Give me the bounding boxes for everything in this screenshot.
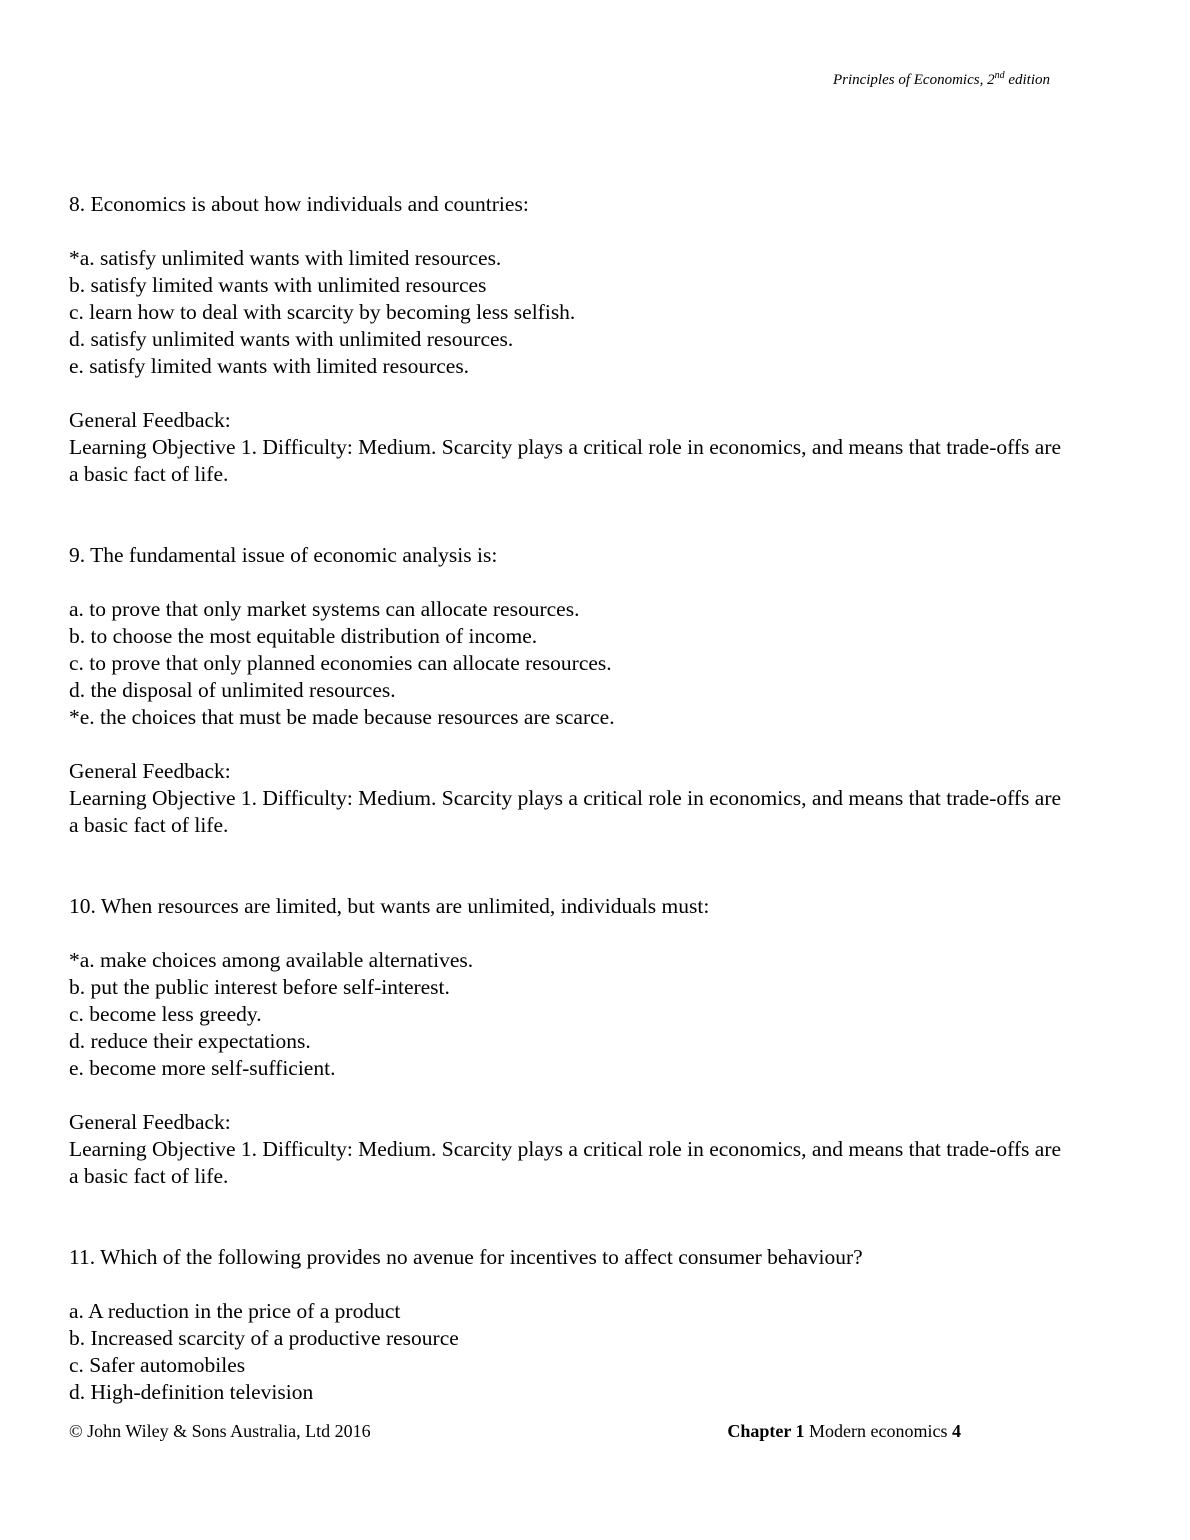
running-header	[833, 70, 1050, 89]
feedback-text: Learning Objective 1. Difficulty: Medium. Scarcity plays a critical role in economics, and means that trade-offs are a basic fact of life.	[69, 435, 1062, 486]
option-list	[69, 245, 1069, 380]
option-d: d. High-definition television	[69, 1380, 314, 1404]
header-superscript: nd	[994, 70, 1005, 81]
question-11	[69, 1244, 1069, 1406]
option-c: c. to prove that only planned economies can allocate resources.	[69, 651, 612, 675]
question-8	[69, 191, 1069, 488]
feedback-text: Learning Objective 1. Difficulty: Medium. Scarcity plays a critical role in economics, and means that trade-offs are a basic fact of life.	[69, 786, 1062, 837]
option-c: c. Safer automobiles	[69, 1353, 246, 1377]
question-stem: 9. The fundamental issue of economic analysis is:	[69, 543, 498, 567]
option-c: c. become less greedy.	[69, 1002, 262, 1026]
feedback-label: General Feedback:	[69, 408, 231, 432]
question-stem: 10. When resources are limited, but wants are unlimited, individuals must:	[69, 894, 710, 918]
option-list	[69, 596, 1069, 731]
header-edition: edition	[1004, 72, 1050, 88]
feedback-label: General Feedback:	[69, 759, 231, 783]
chapter-label: Chapter 1	[727, 1421, 805, 1441]
option-a: a. A reduction in the price of a product	[69, 1299, 401, 1323]
question-stem: 8. Economics is about how individuals and countries:	[69, 192, 529, 216]
option-d: d. reduce their expectations.	[69, 1029, 311, 1053]
copyright-notice: © John Wiley & Sons Australia, Ltd 2016	[69, 1421, 371, 1441]
option-d: d. the disposal of unlimited resources.	[69, 678, 396, 702]
option-a: *a. make choices among available alternatives.	[69, 948, 474, 972]
chapter-title: Modern economics	[804, 1421, 952, 1441]
option-b: b. put the public interest before self-interest.	[69, 975, 450, 999]
question-stem: 11. Which of the following provides no avenue for incentives to affect consumer behaviour?	[69, 1245, 863, 1269]
option-list	[69, 1298, 1069, 1406]
header-title: Principles of Economics, 2	[832, 72, 995, 88]
option-list	[69, 947, 1069, 1082]
page-number: 4	[952, 1421, 961, 1441]
option-d: d. satisfy unlimited wants with unlimited resources.	[69, 327, 514, 351]
page-content	[69, 191, 1069, 1460]
option-e: e. become more self-sufficient.	[69, 1056, 336, 1080]
option-b: b. Increased scarcity of a productive resource	[69, 1326, 459, 1350]
option-a: a. to prove that only market systems can allocate resources.	[69, 597, 580, 621]
option-e: e. satisfy limited wants with limited resources.	[69, 354, 470, 378]
question-9	[69, 542, 1069, 839]
option-e: *e. the choices that must be made because resources are scarce.	[69, 705, 615, 729]
chapter-info	[727, 1421, 961, 1442]
option-b: b. satisfy limited wants with unlimited resources	[69, 273, 487, 297]
feedback-label: General Feedback:	[69, 1110, 231, 1134]
option-b: b. to choose the most equitable distribution of income.	[69, 624, 538, 648]
feedback-text: Learning Objective 1. Difficulty: Medium. Scarcity plays a critical role in economics, and means that trade-offs are a basic fact of life.	[69, 1137, 1062, 1188]
question-10	[69, 893, 1069, 1190]
option-a: *a. satisfy unlimited wants with limited resources.	[69, 246, 502, 270]
option-c: c. learn how to deal with scarcity by becoming less selfish.	[69, 300, 576, 324]
